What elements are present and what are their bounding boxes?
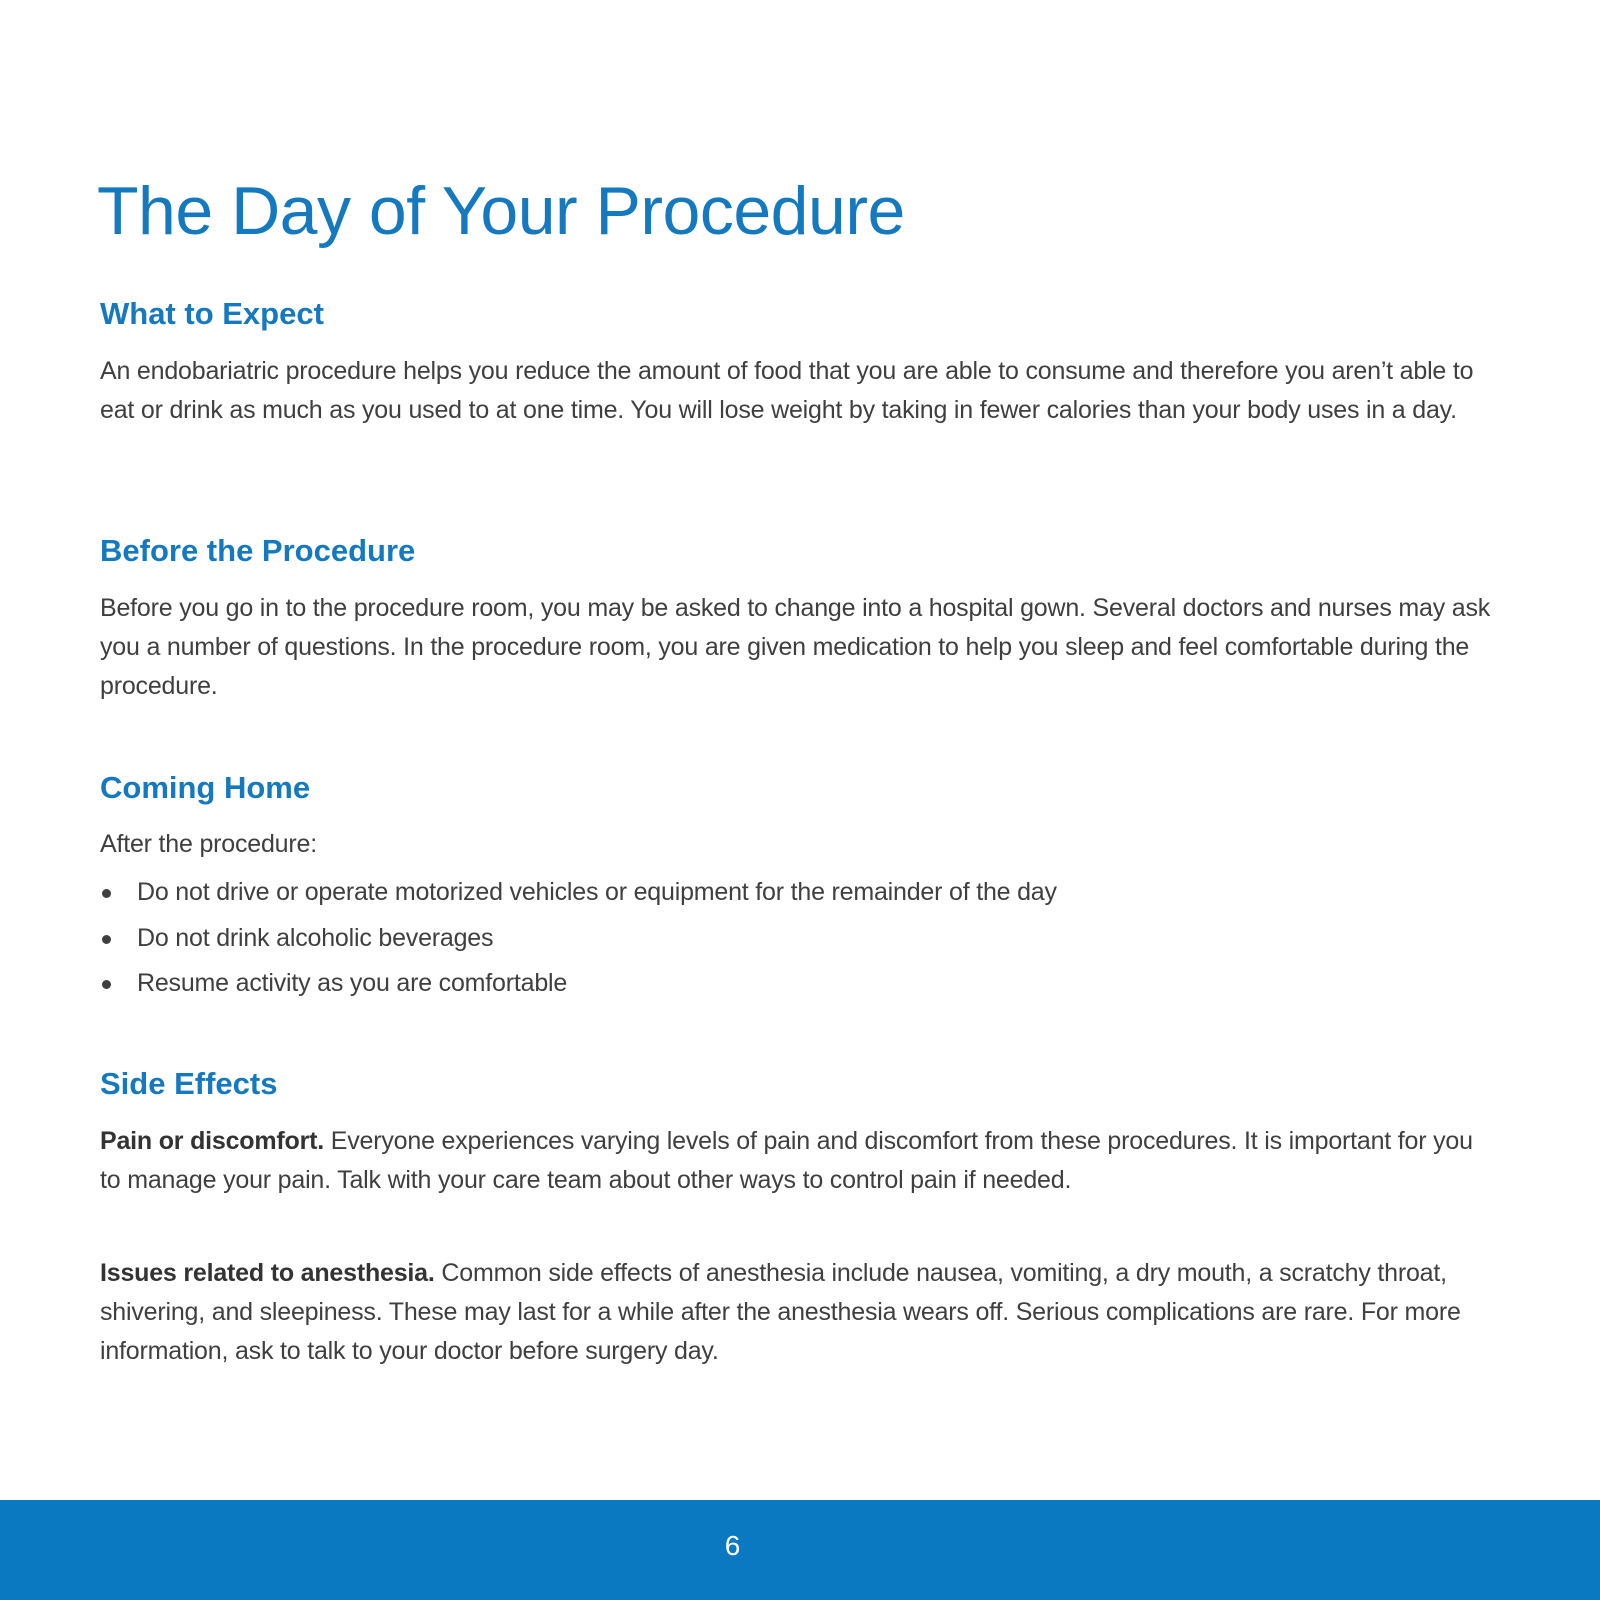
list-item-text: Do not drive or operate motorized vehicles or equipment for the remainder of the day (137, 878, 1057, 906)
list-item (100, 961, 1500, 1007)
paragraph-what-to-expect: An endobariatric procedure helps you reduce the amount of food that you are able to consume and therefore you aren’t able to eat or drink as much as you used to at one time. You will lose weight by taking in fewer calories than your body uses in a day. (100, 357, 1474, 424)
paragraph-anesthesia (100, 1254, 1500, 1371)
page-number: 6 (724, 1530, 741, 1561)
bullet-icon (102, 889, 111, 898)
paragraph-before-procedure: Before you go in to the procedure room, you may be asked to change into a hospital gown. Several doctors and nurses may ask you a number of questions. In the procedure room, you are given medication to help you sleep and feel comfortable during the procedure. (100, 594, 1491, 700)
list-item (100, 916, 1500, 962)
heading-before-procedure: Before the Procedure (100, 533, 416, 568)
bullet-icon (102, 935, 111, 944)
coming-home-list (100, 870, 1500, 1007)
bullet-icon (102, 980, 111, 989)
list-item-text: Resume activity as you are comfortable (137, 969, 568, 997)
list-item (100, 870, 1500, 916)
heading-coming-home: Coming Home (100, 770, 311, 805)
text-anesthesia: Common side effects of anesthesia include nausea, vomiting, a dry mouth, a scratchy throat, shivering, and sleepiness. These may last for a while after the anesthesia wears off. Serious complications are rare. For more information, ask to talk to your doctor before surgery day. (100, 1259, 1461, 1365)
page-title: The Day of Your Procedure (97, 173, 905, 249)
paragraph-coming-home-intro: After the procedure: (100, 830, 317, 858)
lead-anesthesia: Issues related to anesthesia. (100, 1259, 435, 1287)
heading-side-effects: Side Effects (100, 1066, 278, 1101)
text-pain-discomfort: Everyone experiences varying levels of pain and discomfort from these procedures. It is important for you to manage your pain. Talk with your care team about other ways to control pain if needed. (100, 1127, 1473, 1194)
paragraph-pain-discomfort (100, 1122, 1500, 1200)
lead-pain-discomfort: Pain or discomfort. (100, 1127, 325, 1155)
footer-bar (0, 1500, 1600, 1600)
heading-what-to-expect: What to Expect (100, 296, 324, 331)
list-item-text: Do not drink alcoholic beverages (137, 923, 494, 952)
